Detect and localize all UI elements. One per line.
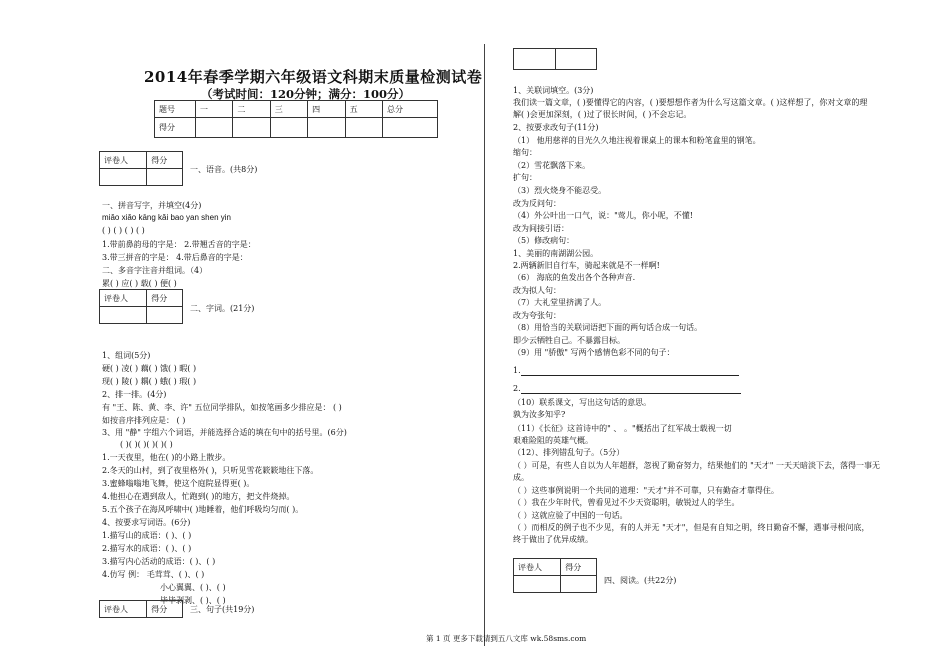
text-line: 改为拟人句： (513, 286, 561, 295)
text-line: 毕毕剥剥、( )、( ) (160, 596, 226, 605)
section-heading: 四、阅读。(共22分) (604, 576, 677, 585)
exam-title: 2014年春季学期六年级语文科期末质量检测试卷 (144, 68, 483, 86)
score-cell (233, 118, 270, 138)
grader-box (99, 289, 183, 324)
text-line: （11）《长征》这首诗中的" 、 。"概括出了红军战士载视一切 (513, 424, 732, 433)
answer-underline (521, 393, 741, 394)
grader-cell (100, 169, 147, 186)
grader-label: 评卷人 (514, 559, 561, 576)
text-line: 4.仿写 例： 毛茸茸、( )、( ) (102, 570, 205, 579)
score-label: 得分 (561, 559, 597, 576)
text-line: （3）烈火烧身不能忍受。 (513, 186, 607, 195)
text-line: （2）雪花飘落下来。 (513, 161, 591, 170)
text-line: 改为夸张句： (513, 311, 561, 320)
score-cell (147, 307, 183, 324)
text-line: 艰难险阻的英雄气概。 (513, 436, 593, 445)
answer-line-label: 1. (513, 366, 521, 375)
text-line: （ ）可是，有些人自以为人年超群，忽视了勤奋努力，结果他们的 "天才" 一天天暗淡下去，落得一事无 (513, 461, 880, 470)
score-cell (147, 169, 183, 186)
text-line: 1、关联词填空。(3分) (513, 86, 594, 95)
text-line: （9）用 "骄傲" 写两个感情色彩不同的句子： (513, 348, 675, 357)
score-cell (555, 49, 597, 70)
text-line: 2.两辆新旧自行车，骑起来就是不一样啊! (513, 261, 660, 270)
grader-label: 评卷人 (100, 152, 147, 169)
score-label: 得分 (147, 152, 183, 169)
text-line: 3.蜜蜂嗡嗡地飞舞，使这个庭院显得更( )。 (102, 479, 255, 488)
score-cell (345, 118, 382, 138)
text-line: 4.他担心在遇到敌人，忙跑到( )的地方，把文件烧掉。 (102, 492, 295, 501)
text-line: （1） 他用慈祥的目光久久地注视着课桌上的课本和粉笔盒里的钢笔。 (513, 136, 761, 145)
score-table-header-row (155, 101, 438, 118)
text-line: 硬( ) 凌( ) 藕( ) 饿( ) 暇( ) (102, 364, 197, 373)
grader-cell (514, 576, 561, 593)
grader-box (99, 151, 183, 186)
score-cell (382, 118, 437, 138)
text-line: 现( ) 陵( ) 耦( ) 蛾( ) 瑕( ) (102, 377, 197, 386)
text-line: 1、组词(5分) (102, 351, 151, 360)
text-line: 2、按要求改句子(11分) (513, 123, 599, 132)
text-line: （10）联系课文，写出这句话的意思。 (513, 398, 652, 407)
score-cell (270, 118, 307, 138)
pinyin-line: miǎo xiǎo kāng kǎi bao yan shen yin (102, 213, 231, 222)
score-cell: 一 (196, 101, 233, 118)
answer-blanks: ( ) ( ) ( ) ( ) (102, 226, 145, 235)
score-cell: 五 (345, 101, 382, 118)
text-line: 1.一天夜里，他在( )的小路上散步。 (102, 453, 231, 462)
text-line: 累( ) 应( ) 载( ) 便( ) (102, 279, 177, 288)
grader-box (513, 558, 597, 593)
text-line: （8）用恰当的关联词语把下面的两句话合成一句话。 (513, 323, 703, 332)
score-cell: 得分 (155, 118, 196, 138)
text-line: （12）、排列错乱句子。（5分） (513, 448, 625, 457)
grader-label: 评卷人 (100, 601, 147, 618)
text-line: 孰为汝多知乎? (513, 410, 566, 419)
text-line: 1.带前鼻韵母的字是： 2.带翘舌音的字是： (102, 240, 256, 249)
column-divider (484, 44, 485, 646)
text-line: 缩句： (513, 148, 537, 157)
text-line: 1.描写山的成语：( )、( ) (102, 531, 192, 540)
score-cell: 四 (308, 101, 345, 118)
score-label: 得分 (147, 601, 183, 618)
text-line: 改为反问句： (513, 199, 561, 208)
text-line: 4、按要求写词语。(6分) (102, 518, 191, 527)
text-line: 二、多音字注音并组词。（4） (102, 266, 208, 275)
text-line: （7）大礼堂里挤满了人。 (513, 298, 607, 307)
text-line: 3.带三拼音的字是： 4.带后鼻音的字是： (102, 253, 248, 262)
text-line: （ ）这就应验了中国的一句话。 (513, 511, 628, 520)
score-label: 得分 (147, 290, 183, 307)
answer-line-label: 2. (513, 384, 521, 393)
text-line: （ ）这些事例说明一个共同的道理："天才"并不可靠，只有勤奋才靠得住。 (513, 486, 779, 495)
score-cell (561, 576, 597, 593)
text-line: 即少云牺牲自己。不暴露目标。 (513, 336, 625, 345)
text-line: 终于做出了优异成绩。 (513, 535, 593, 544)
section-heading: 一、语音。(共8分) (190, 165, 258, 174)
text-line: 扩句： (513, 173, 537, 182)
text-line: （6） 海底的鱼发出各个各种声音. (513, 273, 636, 282)
text-line: 小心翼翼、( )、( ) (160, 583, 226, 592)
text-line: 改为间接引语： (513, 224, 569, 233)
score-cell (196, 118, 233, 138)
grader-label: 评卷人 (100, 290, 147, 307)
section-heading: 三、句子(共19分) (190, 605, 255, 614)
text-line: 成。 (513, 473, 529, 482)
grader-cell (100, 307, 147, 324)
text-line: （4）外公叶出一口气，说："莺儿，你小呢，不懂! (513, 211, 693, 220)
text-line: 如按音序排列应是： ( ) (102, 416, 186, 425)
score-cell: 总分 (382, 101, 437, 118)
text-line: （ ）而相反的例子也不少见，有的人并无 "天才"，但是有自知之明，终日勤奋不懈，遇事寻根问底， (513, 523, 870, 532)
text-line: 我们读一篇文章，( )要懂得它的内容，( )要想想作者为什么写这篇文章。( )这样想了，你对文章的理 (513, 98, 868, 107)
text-line: 一、拼音写字，并填空(4分) (102, 201, 202, 210)
score-cell: 二 (233, 101, 270, 118)
score-table (154, 100, 438, 138)
text-line: 2、排一排。(4分) (102, 390, 167, 399)
text-line: 3.描写内心活动的成语：( )、( ) (102, 557, 216, 566)
text-line: 1、美丽的南湖湖公园。 (513, 249, 599, 258)
grader-box (513, 48, 597, 70)
score-table-score-row (155, 118, 438, 138)
text-line: 有 "王、陈、黄、李、许" 五位同学排队，如按笔画多少排应是： ( ) (102, 403, 342, 412)
grader-cell (514, 49, 556, 70)
section-heading: 二、字词。(21分) (190, 304, 255, 313)
score-cell: 三 (270, 101, 307, 118)
score-cell: 题号 (155, 101, 196, 118)
text-line: （ ）我在少年时代，曾看见过不少天资聪明，敏锐过人的学生。 (513, 498, 740, 507)
page-footer: 第 1 页 更多下载请到五八文库 wk.58sms.com (426, 634, 587, 643)
text-line: 2.冬天的山村，到了夜里格外( )，只听见雪花簌簌地往下落。 (102, 466, 319, 475)
text-line: （5）修改病句： (513, 236, 575, 245)
score-cell (308, 118, 345, 138)
grader-box (99, 600, 183, 618)
answer-blanks: ( )( )( )( )( )( ) (120, 440, 173, 449)
text-line: 3、用 "静" 字组六个词语，并能选择合适的填在句中的括号里。(6分) (102, 428, 347, 437)
text-line: 5.五个孩子在海风呼啸中( )地睡着，他们呼吸均匀而( )。 (102, 505, 304, 514)
exam-subtitle: （考试时间：120分钟；满分：100分） (201, 87, 411, 101)
text-line: 解( )会更加深刻，( )过了很长时间，( )不会忘记。 (513, 110, 692, 119)
answer-underline (521, 375, 739, 376)
text-line: 2.描写水的成语：( )、( ) (102, 544, 192, 553)
